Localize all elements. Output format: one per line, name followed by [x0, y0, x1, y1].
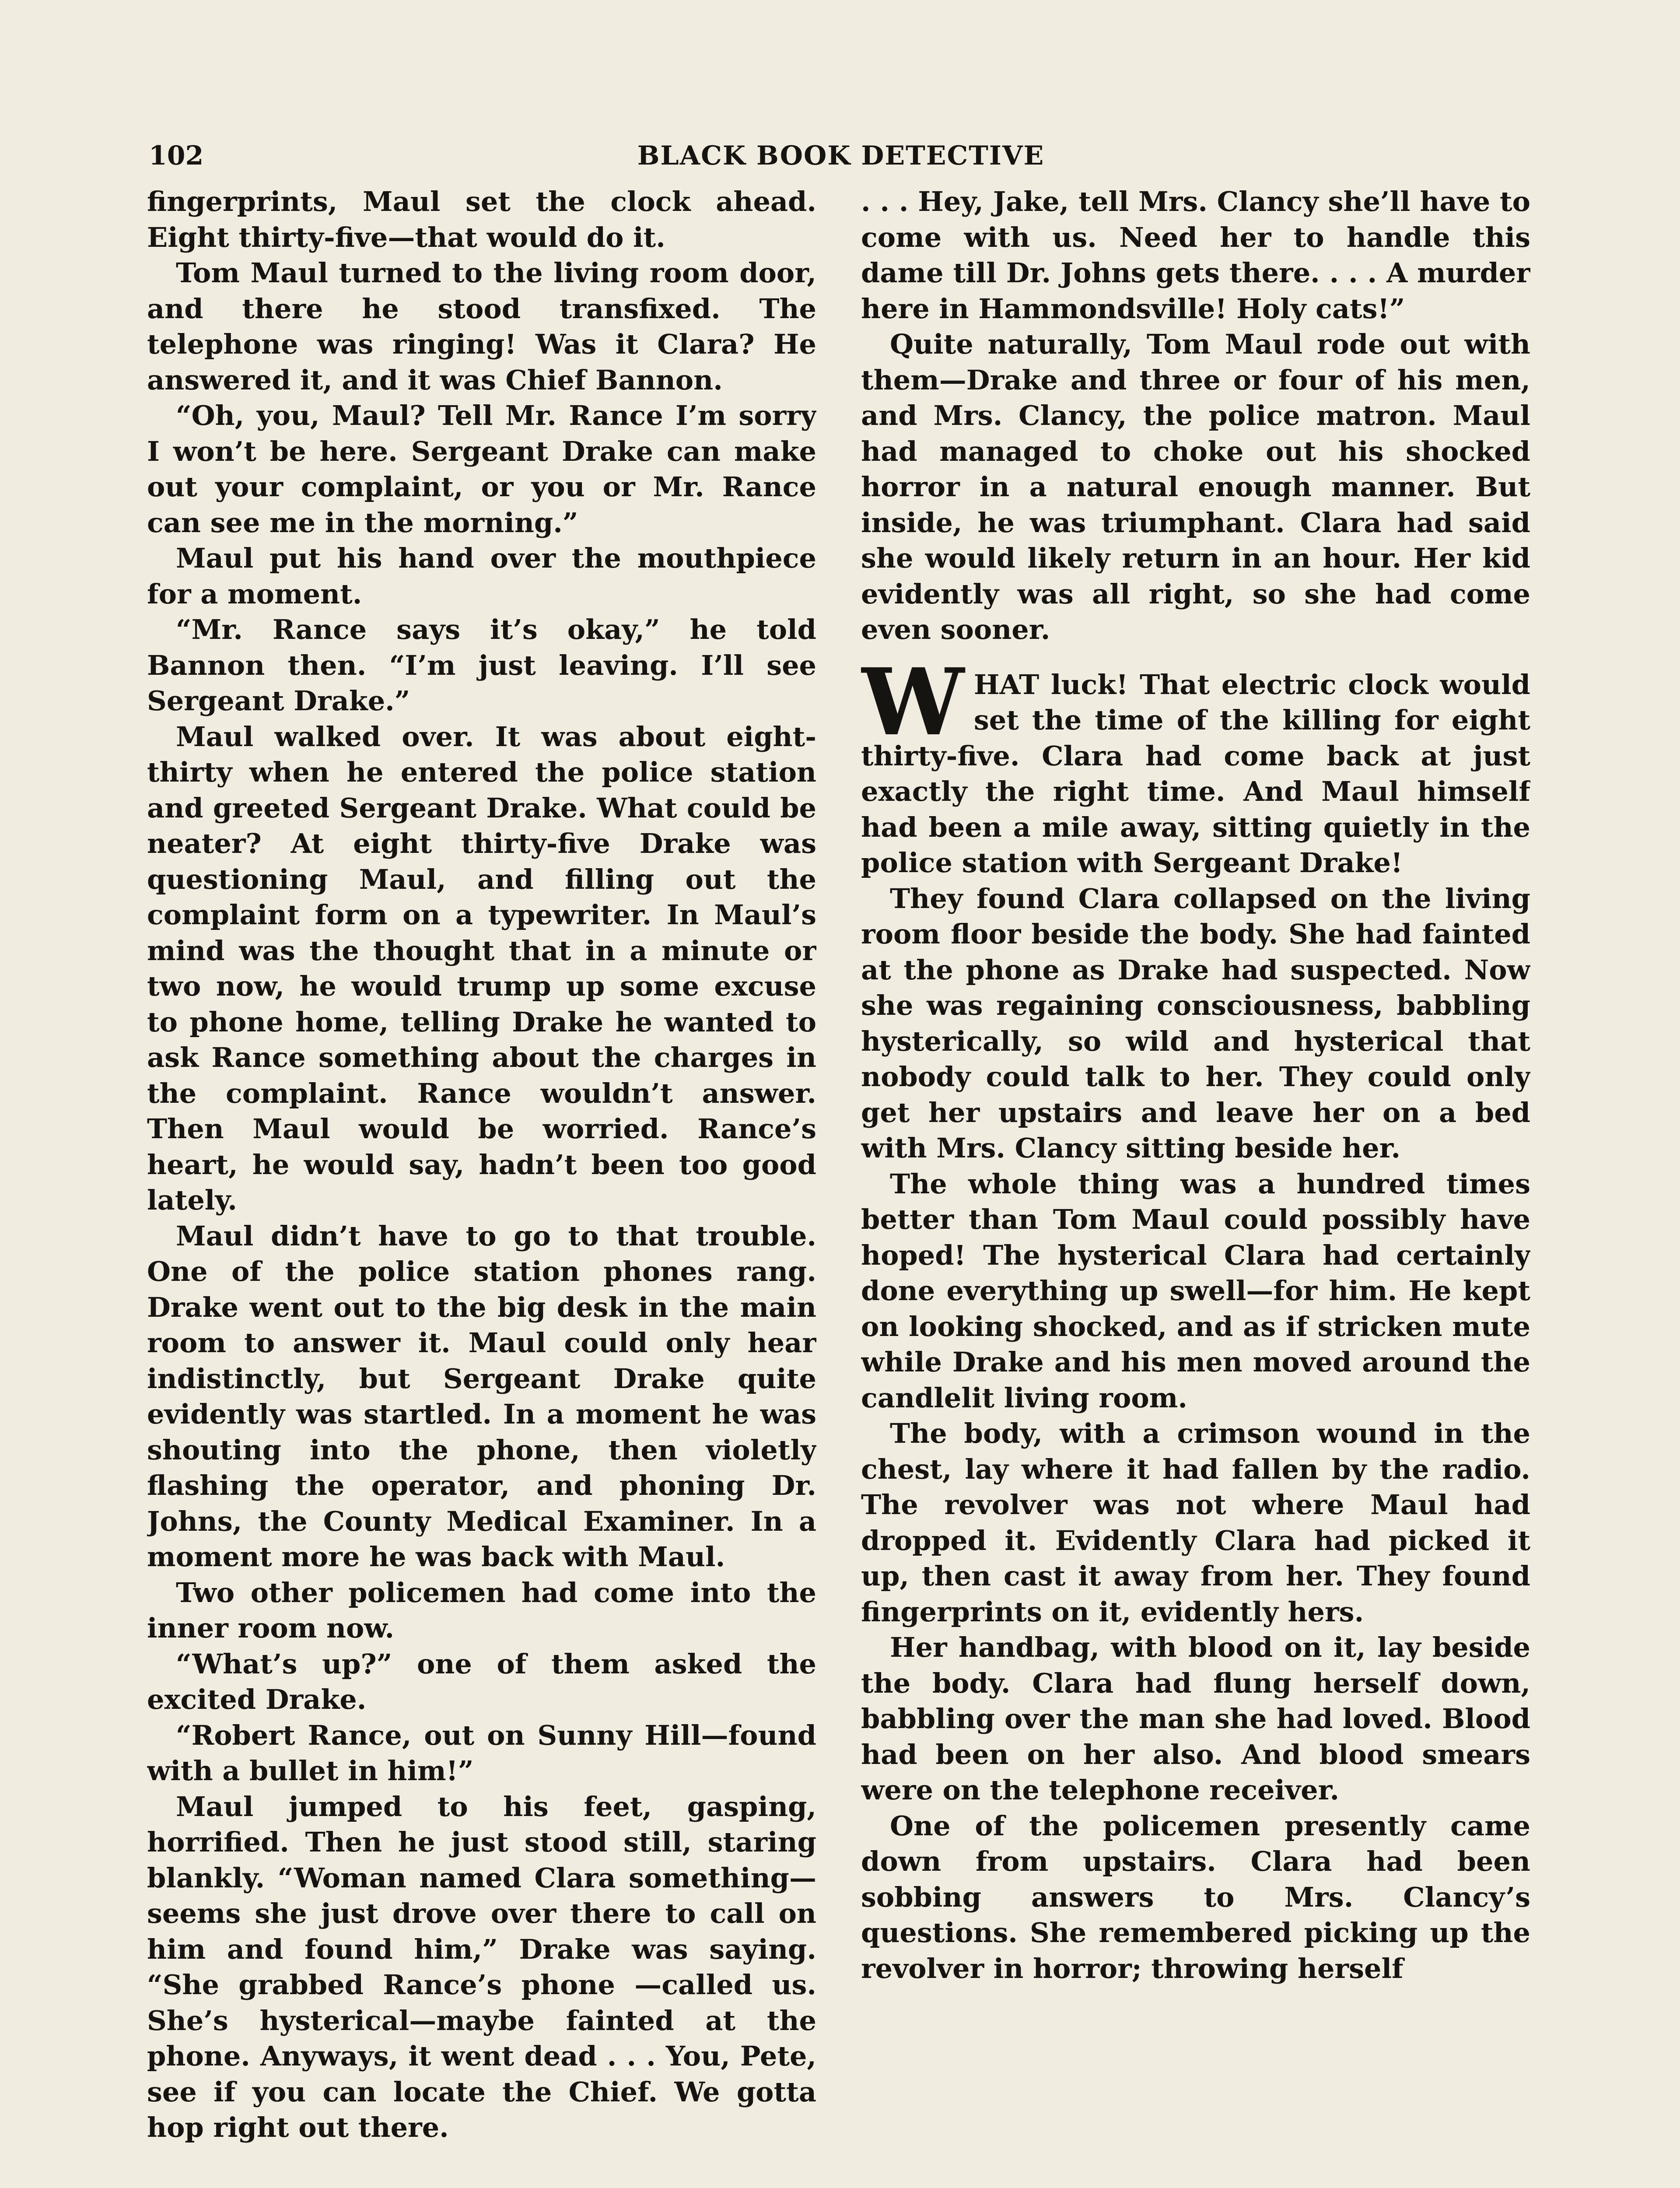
running-title: BLACK BOOK DETECTIVE: [637, 140, 1045, 171]
paragraph: Maul put his hand over the mouthpiece for a moment.: [147, 542, 816, 610]
paragraph: Her handbag, with blood on it, lay beside the body. Clara had flung herself down, babbling over the man she had loved. Blood had been on her also. And blood smears were on the telephone receiver.: [861, 1631, 1530, 1806]
paragraph: The whole thing was a hundred times better than Tom Maul could possibly have hoped! The hysterical Clara had certainly done everything up swell—for him. He kept on looking shocked, and as if stricken mute while Drake and his men moved around the candlelit living room.: [861, 1168, 1530, 1414]
paragraph: “What’s up?” one of them asked the excited Drake.: [147, 1648, 816, 1715]
page-number: 102: [149, 140, 204, 171]
paragraph: Maul jumped to his feet, gasping, horrified. Then he just stood still, staring blankly. “Woman named Clara something—seems she just drove over there to call on him and found him,” Drake was saying. “She grabbed Rance’s phone —called us. She’s hysterical—maybe fainted at the phone. Anyways, it went dead . . . You, Pete, see if you can locate the Chief. We gotta hop right out there.: [147, 1790, 816, 2143]
page-header: [149, 130, 1533, 182]
left-column: [147, 184, 816, 2188]
paragraph: Quite naturally, Tom Maul rode out with them—Drake and three or four of his men, and Mrs. Clancy, the police matron. Maul had managed to choke out his shocked horror in a natural enough manner. But inside, he was triumphant. Clara had said she would likely return in an hour. Her kid evidently was all right, so she had come even sooner.: [861, 328, 1530, 645]
paragraph: Tom Maul turned to the living room door, and there he stood transfixed. The telephone was ringing! Was it Clara? He answered it, and it was Chief Bannon.: [147, 257, 816, 396]
paragraph: They found Clara collapsed on the living room floor beside the body. She had fainted at the phone as Drake had suspected. Now she was regaining consciousness, babbling hysterically, so wild and hysterical that nobody could talk to her. They could only get her upstairs and leave her on a bed with Mrs. Clancy sitting beside her.: [861, 882, 1530, 1164]
paragraph: Maul didn’t have to go to that trouble. One of the police station phones rang. Drake went out to the big desk in the main room to answer it. Maul could only hear indistinctly, but Sergeant Drake quite evidently was startled. In a moment he was shouting into the phone, then violetly flashing the operator, and phoning Dr. Johns, the County Medical Examiner. In a moment more he was back with Maul.: [147, 1220, 816, 1573]
paragraph: . . . Hey, Jake, tell Mrs. Clancy she’ll have to come with us. Need her to handle this dame till Dr. Johns gets there. . . . A murder here in Hammondsville! Holy cats!”: [861, 186, 1530, 325]
paragraph: “Robert Rance, out on Sunny Hill—found with a bullet in him!”: [147, 1719, 816, 1787]
paragraph: fingerprints, Maul set the clock ahead. Eight thirty-five—that would do it.: [147, 186, 816, 253]
paragraph: “Mr. Rance says it’s okay,” he told Bannon then. “I’m just leaving. I’ll see Sergeant Drake.”: [147, 614, 816, 717]
right-column: [861, 184, 1530, 2188]
paragraph: One of the policemen presently came down from upstairs. Clara had been sobbing answers to Mrs. Clancy’s questions. She remembered picking up the revolver in horror; throwing herself: [861, 1809, 1530, 1985]
paragraph: “Oh, you, Maul? Tell Mr. Rance I’m sorry I won’t be here. Sergeant Drake can make out your complaint, or you or Mr. Rance can see me in the morning.”: [147, 400, 816, 539]
paragraph: The body, with a crimson wound in the chest, lay where it had fallen by the radio. The revolver was not where Maul had dropped it. Evidently Clara had picked it up, then cast it away from her. They found fingerprints on it, evidently hers.: [861, 1417, 1530, 1628]
paragraph: Two other policemen had come into the inner room now.: [147, 1576, 816, 1644]
section-break-paragraph: WHAT luck! That electric clock would set the time of the killing for eight thirty-five. Clara had come back at just exactly the right time. And Maul himself had been a mile away, sitting quietly in the police station with Sergeant Drake!: [861, 648, 1530, 879]
paragraph: Maul walked over. It was about eight-thirty when he entered the police station and greeted Sergeant Drake. What could be neater? At eight thirty-five Drake was questioning Maul, and filling out the complaint form on a typewriter. In Maul’s mind was the thought that in a minute or two now, he would trump up some excuse to phone home, telling Drake he wanted to ask Rance something about the charges in the complaint. Rance wouldn’t answer. Then Maul would be worried. Rance’s heart, he would say, hadn’t been too good lately.: [147, 720, 816, 1216]
